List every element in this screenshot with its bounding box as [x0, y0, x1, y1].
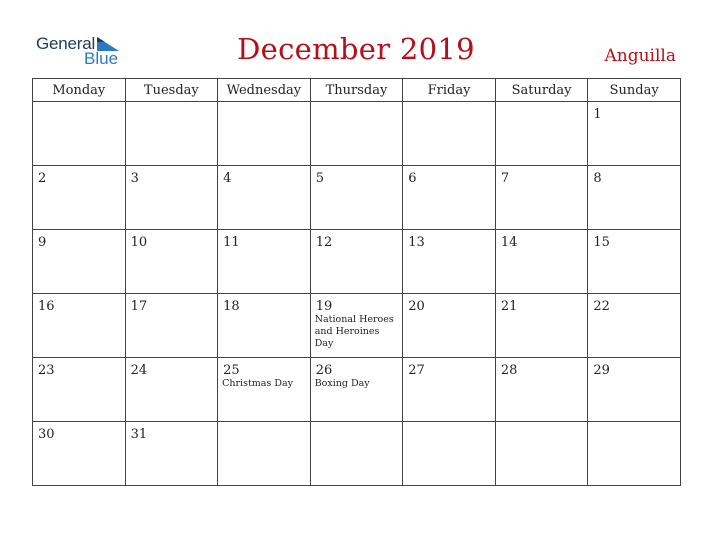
weekday-header: Sunday: [588, 79, 681, 102]
day-cell: [125, 102, 218, 166]
day-cell: [33, 422, 126, 486]
day-number: 21: [500, 299, 518, 314]
day-cell: [310, 294, 403, 358]
day-cell: [218, 230, 311, 294]
day-number: 28: [500, 363, 518, 378]
day-number: 20: [408, 299, 425, 314]
weekday-header-row: [33, 79, 681, 102]
day-cell: [33, 102, 126, 166]
day-cell: [310, 358, 403, 422]
day-cell: [403, 230, 496, 294]
day-number: 7: [500, 171, 510, 186]
day-number: 2: [38, 171, 47, 186]
day-number: 10: [130, 235, 148, 250]
day-cell: [125, 422, 218, 486]
day-number: 9: [38, 235, 47, 250]
day-cell: [495, 102, 588, 166]
week-row: [33, 230, 681, 294]
day-number: 18: [223, 299, 240, 314]
day-cell: [33, 294, 126, 358]
holiday-label: Christmas Day: [222, 378, 293, 389]
day-cell: [495, 358, 588, 422]
day-cell: [403, 166, 496, 230]
day-cell: [218, 166, 311, 230]
day-cell: [33, 166, 126, 230]
day-cell: [218, 358, 311, 422]
day-number: 23: [38, 363, 55, 378]
week-row: [33, 102, 681, 166]
week-row: [33, 422, 681, 486]
day-cell: [588, 230, 681, 294]
day-number: 17: [130, 299, 148, 314]
week-row: [33, 166, 681, 230]
week-row: [33, 358, 681, 422]
day-cell: [403, 102, 496, 166]
brand-word-blue: Blue: [84, 49, 119, 68]
day-cell: [495, 294, 588, 358]
day-cell: [125, 358, 218, 422]
day-cell: [33, 358, 126, 422]
day-cell: [588, 422, 681, 486]
day-cell: [310, 102, 403, 166]
day-cell: [588, 358, 681, 422]
day-cell: [33, 230, 126, 294]
day-cell: [218, 102, 311, 166]
day-number: 15: [593, 235, 610, 250]
day-number: 24: [130, 363, 148, 378]
day-cell: [495, 422, 588, 486]
day-cell: [125, 230, 218, 294]
calendar-grid: [32, 78, 681, 486]
day-number: 1: [593, 107, 602, 122]
day-number: 19: [315, 299, 333, 314]
day-number: 4: [223, 171, 232, 186]
day-cell: [125, 294, 218, 358]
day-number: 16: [38, 299, 55, 314]
day-number: 22: [593, 299, 610, 314]
day-number: 13: [408, 235, 425, 250]
day-number: 11: [223, 235, 240, 250]
day-number: 29: [593, 363, 610, 378]
day-cell: [403, 294, 496, 358]
day-cell: [218, 294, 311, 358]
day-number: 31: [130, 427, 148, 442]
brand-word-general: General: [36, 34, 96, 53]
holiday-label: Boxing Day: [314, 378, 370, 389]
day-number: 6: [408, 171, 417, 186]
weekday-header: Saturday: [495, 79, 588, 102]
holiday-label: National Heroes and Heroines Day: [314, 314, 394, 349]
day-cell: [218, 422, 311, 486]
weekday-header: Wednesday: [218, 79, 311, 102]
weekday-header: Tuesday: [125, 79, 218, 102]
day-number: 5: [315, 171, 324, 186]
day-cell: [588, 294, 681, 358]
day-number: 27: [408, 363, 425, 378]
country-label: Anguilla: [604, 46, 676, 66]
page-title: December 2019: [237, 32, 475, 66]
weekday-header: Friday: [403, 79, 496, 102]
day-cell: [125, 166, 218, 230]
day-cell: [310, 230, 403, 294]
day-number: 8: [593, 171, 602, 186]
day-cell: [495, 166, 588, 230]
day-cell: [588, 166, 681, 230]
day-number: 3: [130, 171, 139, 186]
day-cell: [310, 422, 403, 486]
day-cell: [588, 102, 681, 166]
week-row: [33, 294, 681, 358]
day-number: 12: [315, 235, 333, 250]
day-cell: [310, 166, 403, 230]
day-cell: [403, 358, 496, 422]
weekday-header: Thursday: [310, 79, 403, 102]
day-cell: [495, 230, 588, 294]
day-number: 30: [38, 427, 55, 442]
day-number: 25: [223, 363, 240, 378]
day-number: 26: [315, 363, 333, 378]
weekday-header: Monday: [33, 79, 126, 102]
day-cell: [403, 422, 496, 486]
day-number: 14: [500, 235, 518, 250]
